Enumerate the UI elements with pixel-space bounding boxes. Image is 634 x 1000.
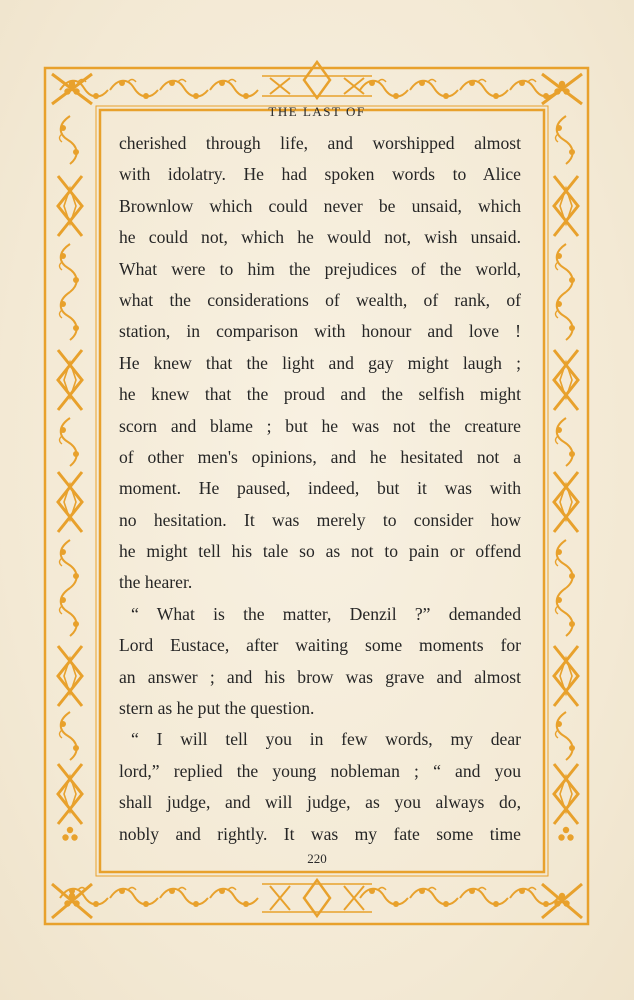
- text-line: station, in comparison with honour and love !: [119, 321, 521, 342]
- text-line: with idolatry. He had spoken words to Alice: [119, 164, 521, 185]
- running-head: THE LAST OF: [268, 104, 366, 119]
- body-text: [119, 128, 521, 850]
- text-line: scorn and blame ; but he was not the creature: [119, 415, 521, 436]
- text-line: nobly and rightly. It was my fate some time: [119, 823, 521, 844]
- text-line: shall judge, and will judge, as you always do,: [119, 792, 521, 813]
- text-line: He knew that the light and gay might laugh ;: [119, 352, 521, 373]
- text-line: no hesitation. It was merely to consider how: [119, 509, 521, 530]
- text-line: the hearer.: [119, 572, 193, 593]
- text-line: stern as he put the question.: [119, 698, 315, 719]
- text-line: cherished through life, and worshipped almost: [119, 133, 521, 153]
- text-line: an answer ; and his brow was grave and almost: [119, 666, 521, 687]
- page-number: 220: [307, 851, 327, 866]
- text-line: What were to him the prejudices of the world,: [119, 258, 521, 279]
- text-line: he knew that the proud and the selfish might: [119, 384, 521, 405]
- text-line: “ I will tell you in few words, my dear: [131, 729, 521, 750]
- text-line: Lord Eustace, after waiting some moments for: [119, 635, 521, 656]
- text-line: lord,” replied the young nobleman ; “ and you: [119, 760, 521, 781]
- text-line: he might tell his tale so as not to pain or offend: [119, 541, 521, 562]
- text-line: “ What is the matter, Denzil ?” demanded: [131, 603, 521, 624]
- text-line: what the considerations of wealth, of rank, of: [119, 289, 521, 310]
- text-line: Brownlow which could never be unsaid, which: [119, 195, 521, 216]
- text-line: he could not, which he would not, wish unsaid.: [119, 227, 521, 248]
- text-line: moment. He paused, indeed, but it was with: [119, 478, 521, 499]
- text-line: of other men's opinions, and he hesitated not a: [119, 446, 521, 467]
